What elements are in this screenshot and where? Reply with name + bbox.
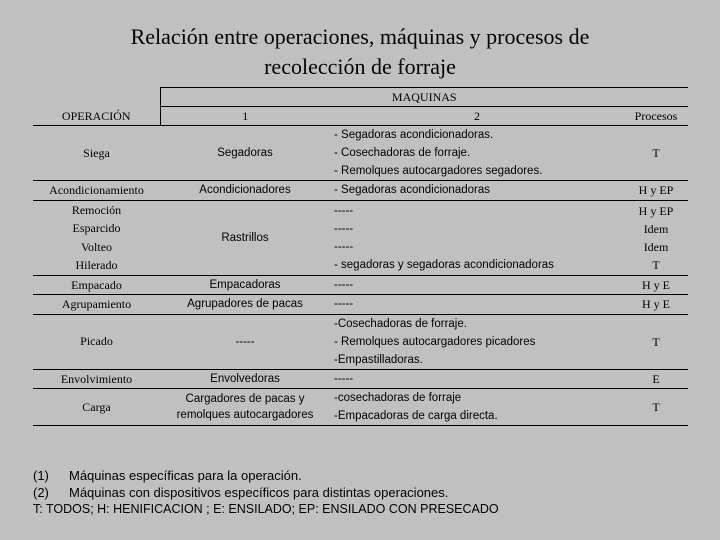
footnote-1	[33, 467, 499, 484]
machines-header-row	[33, 88, 688, 107]
machine-type-2-cell-line: -----	[334, 204, 354, 217]
process-cell-line: H y EP	[638, 203, 674, 218]
process-cell	[624, 181, 688, 201]
machine-type-2-cell-line: - segadoras y segadoras acondicionadoras	[334, 258, 554, 271]
process-cell	[624, 314, 688, 369]
machine-type-2-cell-line: - Remolques autocargadores segadores.	[334, 165, 543, 177]
process-cell	[624, 389, 688, 426]
process-cell	[624, 295, 688, 315]
process-cell	[624, 126, 688, 181]
operation-cell-line: Envolvimiento	[60, 371, 133, 386]
machine-type-2-cell	[330, 314, 624, 369]
operation-cell	[33, 275, 160, 295]
header-procesos: Procesos	[624, 107, 688, 126]
machine-type-2-cell	[330, 369, 624, 389]
machine-type-1-cell: Empacadoras	[160, 275, 330, 295]
maquinas-header: MAQUINAS	[160, 88, 688, 107]
process-cell-line: T	[652, 257, 660, 272]
operation-cell-line: Esparcido	[72, 221, 121, 235]
operation-cell-line: Agrupamiento	[61, 297, 132, 311]
machine-type-2-cell-line: -----	[334, 222, 354, 235]
machine-type-2-cell-line: -----	[334, 298, 354, 311]
footnote-1-text: Máquinas específicas para la operación.	[69, 468, 302, 483]
machine-type-2-cell-line: - Segadoras acondicionadoras.	[334, 129, 494, 141]
title-line-2: recolección de forraje	[264, 54, 456, 79]
header-col1: 1	[160, 107, 330, 126]
process-cell-line: E	[652, 371, 660, 386]
machine-type-2-cell-line: -----	[334, 372, 354, 385]
operation-cell-line: Hilerado	[75, 258, 118, 272]
process-cell-line: H y E	[642, 297, 671, 312]
process-cell-line: H y EP	[638, 183, 674, 198]
title-line-1: Relación entre operaciones, máquinas y procesos de	[130, 24, 590, 49]
machine-type-1-cell: Cargadores de pacas y remolques autocargadores	[160, 389, 330, 426]
process-cell	[624, 275, 688, 295]
machine-type-2-cell-line: -----	[334, 240, 354, 253]
machine-type-2-cell-line: - Segadoras acondicionadoras	[334, 184, 490, 197]
process-cell-line: T	[652, 400, 660, 414]
process-cell-line: Idem	[643, 221, 669, 236]
operation-cell	[33, 181, 160, 201]
header-operacion: OPERACIÓN	[33, 107, 160, 126]
process-cell-line: Idem	[643, 239, 669, 254]
machine-type-2-cell	[330, 275, 624, 295]
footnote-2-number: (2)	[33, 485, 49, 500]
operation-cell-line: Picado	[80, 334, 113, 349]
machine-type-1-cell: Acondicionadores	[160, 181, 330, 201]
machine-type-1-cell: -----	[160, 314, 330, 369]
operation-cell-line: Acondicionamiento	[49, 183, 144, 197]
machine-type-2-cell-line: - Remolques autocargadores picadores	[334, 335, 536, 348]
machine-type-2-cell-line: - Cosechadoras de forraje.	[334, 147, 471, 159]
abbreviations: T: TODOS; H: HENIFICACION ; E: ENSILADO; EP: ENSILADO CON PRESECADO	[33, 502, 499, 516]
footnote-1-number: (1)	[33, 468, 49, 483]
process-cell-line: T	[652, 146, 660, 160]
table-row	[33, 389, 688, 426]
process-cell	[624, 200, 688, 275]
table-row	[33, 295, 688, 315]
table-row	[33, 126, 688, 181]
footnote-2-text: Máquinas con dispositivos específicos para distintas operaciones.	[69, 485, 449, 500]
table-row	[33, 200, 688, 275]
machine-type-2-cell	[330, 389, 624, 426]
page-title	[40, 22, 680, 82]
header-col2: 2	[330, 107, 624, 126]
machine-type-2-cell-line: -Cosechadoras de forraje.	[334, 317, 467, 330]
table-row	[33, 181, 688, 201]
machine-type-2-cell	[330, 181, 624, 201]
machine-type-2-cell-line: -Empastilladoras.	[334, 353, 423, 366]
operation-cell	[33, 369, 160, 389]
process-cell	[624, 369, 688, 389]
operations-table	[33, 87, 688, 426]
operation-cell	[33, 314, 160, 369]
machine-type-2-cell	[330, 295, 624, 315]
machine-type-2-cell	[330, 200, 624, 275]
machine-type-1-cell: Agrupadores de pacas	[160, 295, 330, 315]
column-header-row	[33, 107, 688, 126]
machine-type-2-cell-line: -----	[334, 278, 354, 291]
operation-cell-line: Siega	[83, 145, 110, 160]
machine-type-1-cell: Segadoras	[160, 126, 330, 181]
table-row	[33, 314, 688, 369]
operation-cell	[33, 126, 160, 181]
machine-type-2-cell	[330, 126, 624, 181]
process-cell-line: H y E	[642, 277, 671, 292]
operation-cell	[33, 200, 160, 275]
operation-cell-line: Volteo	[80, 239, 113, 254]
operation-cell	[33, 295, 160, 315]
machine-type-2-cell-line: -Empacadoras de carga directa.	[334, 410, 498, 422]
process-cell-line: T	[652, 334, 660, 349]
machine-type-1-cell: Rastrillos	[160, 200, 330, 275]
operation-cell-line: Empacado	[71, 277, 122, 292]
footnotes	[33, 467, 499, 518]
machine-type-1-cell: Envolvedoras	[160, 369, 330, 389]
table-row	[33, 275, 688, 295]
operation-cell-line: Remoción	[71, 202, 122, 217]
table-row	[33, 369, 688, 389]
operation-cell	[33, 389, 160, 426]
operation-cell-line: Carga	[82, 399, 111, 414]
footnote-2	[33, 484, 499, 501]
machine-type-2-cell-line: -cosechadoras de forraje	[334, 392, 462, 404]
